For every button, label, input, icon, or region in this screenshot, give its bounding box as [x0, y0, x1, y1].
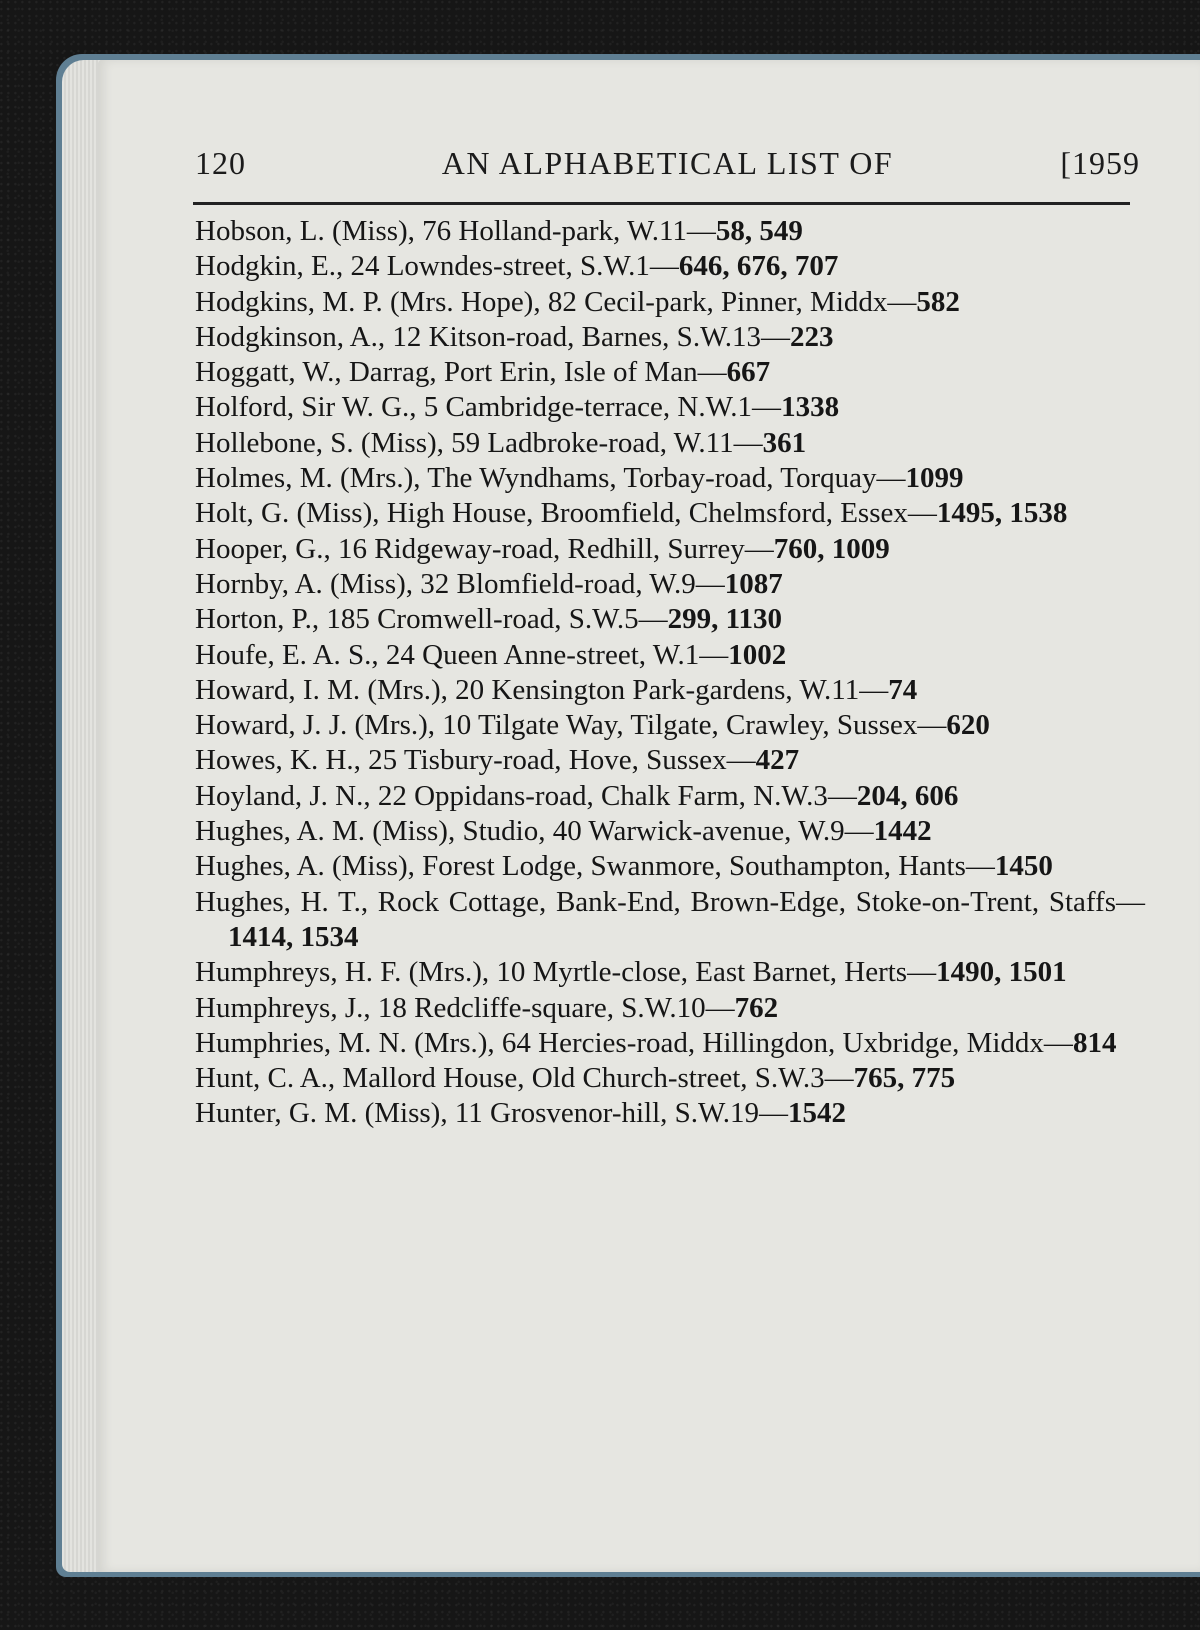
list-item [195, 496, 1145, 531]
year-label: [1959 [1060, 145, 1140, 181]
list-item [195, 320, 1145, 355]
list-item [195, 461, 1145, 496]
entry-text: Hooper, G., 16 Ridgeway-road, Redhill, Surrey— [195, 532, 774, 565]
list-item [195, 673, 1145, 708]
list-item [195, 602, 1145, 637]
list-item [195, 390, 1145, 425]
entry-text: Humphries, M. N. (Mrs.), 64 Hercies-road, Hillingdon, Uxbridge, Middx— [195, 1026, 1073, 1059]
entry-refs: 361 [762, 426, 807, 459]
entry-refs: 223 [790, 320, 834, 353]
list-item [195, 814, 1145, 849]
entry-refs: 427 [755, 744, 800, 777]
entry-refs: 760, 1009 [773, 532, 890, 565]
list-item [195, 1061, 1145, 1096]
entry-refs: 1099 [905, 462, 964, 495]
entry-refs: 1414, 1534 [228, 920, 359, 953]
list-item [195, 885, 1145, 956]
entry-list [195, 214, 1145, 1132]
entry-text: Horton, P., 185 Cromwell-road, S.W.5— [195, 603, 668, 636]
list-item [195, 249, 1145, 284]
page-number: 120 [195, 145, 246, 181]
entry-refs: 204, 606 [856, 779, 959, 812]
list-item [195, 779, 1145, 814]
entry-refs: 58, 549 [715, 215, 803, 247]
entry-text: Humphreys, H. F. (Mrs.), 10 Myrtle-close, East Barnet, Herts— [195, 956, 937, 989]
entry-text: Hornby, A. (Miss), 32 Blomfield-road, W.9— [195, 567, 725, 600]
list-item [195, 285, 1145, 320]
entry-refs: 1495, 1538 [936, 497, 1068, 530]
entry-text: Hughes, H. T., Rock Cottage, Bank-End, Brown-Edge, Stoke-on-Trent, Staffs— [195, 885, 1145, 918]
entry-text: Humphreys, J., 18 Redcliffe-square, S.W.10— [195, 991, 735, 1024]
list-item [195, 955, 1145, 990]
list-item [195, 708, 1145, 743]
list-item [195, 849, 1145, 884]
list-item [195, 1026, 1145, 1061]
entry-text: Hodgkin, E., 24 Lowndes-street, S.W.1— [195, 250, 679, 283]
entry-text: Hodgkins, M. P. (Mrs. Hope), 82 Cecil-park, Pinner, Middx— [195, 285, 917, 318]
entry-refs: 299, 1130 [667, 603, 782, 636]
list-item [195, 991, 1145, 1026]
entry-text: Howard, J. J. (Mrs.), 10 Tilgate Way, Tilgate, Crawley, Sussex— [195, 709, 947, 742]
entry-refs: 1490, 1501 [936, 956, 1067, 989]
entry-text: Howes, K. H., 25 Tisbury-road, Hove, Sussex— [195, 744, 756, 777]
entry-text: Hoyland, J. N., 22 Oppidans-road, Chalk Farm, N.W.3— [195, 779, 857, 812]
header-rule [193, 202, 1130, 205]
entry-text: Hunt, C. A., Mallord House, Old Church-street, S.W.3— [195, 1062, 854, 1095]
entry-refs: 1450 [994, 850, 1053, 883]
list-item [195, 355, 1145, 390]
entry-refs: 765, 775 [853, 1062, 956, 1095]
list-item [195, 214, 1145, 249]
entry-text: Hollebone, S. (Miss), 59 Ladbroke-road, W.11— [195, 426, 763, 459]
list-item [195, 532, 1145, 567]
entry-text: Holford, Sir W. G., 5 Cambridge-terrace, N.W.1— [195, 391, 782, 424]
entry-text: Hoggatt, W., Darrag, Port Erin, Isle of Man— [195, 356, 727, 389]
entry-refs: 1087 [724, 567, 783, 600]
entry-text: Howard, I. M. (Mrs.), 20 Kensington Park-gardens, W.11— [195, 673, 889, 706]
entry-text: Hodgkinson, A., 12 Kitson-road, Barnes, S.W.13— [195, 320, 791, 353]
entry-refs: 762 [734, 991, 779, 1024]
entry-refs: 1542 [788, 1097, 846, 1130]
entry-text: Hunter, G. M. (Miss), 11 Grosvenor-hill, S.W.19— [195, 1097, 788, 1130]
list-item [195, 426, 1145, 461]
entry-refs: 582 [916, 285, 960, 318]
entry-text: Holmes, M. (Mrs.), The Wyndhams, Torbay-road, Torquay— [195, 462, 906, 495]
entry-refs: 667 [726, 356, 771, 389]
list-item [195, 743, 1145, 778]
entry-text: Holt, G. (Miss), High House, Broomfield, Chelmsford, Essex— [195, 497, 937, 530]
entry-text: Hobson, L. (Miss), 76 Holland-park, W.11— [195, 215, 716, 247]
page-title: AN ALPHABETICAL LIST OF [441, 145, 894, 181]
list-item [195, 567, 1145, 602]
entry-refs: 74 [888, 673, 918, 706]
running-head [195, 145, 1140, 189]
entry-text: Hughes, A. (Miss), Forest Lodge, Swanmore, Southampton, Hants— [195, 850, 995, 883]
entry-refs: 1338 [781, 391, 840, 424]
entry-refs: 1002 [728, 638, 787, 671]
entry-refs: 814 [1072, 1026, 1117, 1059]
list-item [195, 638, 1145, 673]
entry-text: Houfe, E. A. S., 24 Queen Anne-street, W.1— [195, 638, 729, 671]
entry-refs: 620 [946, 709, 990, 742]
entry-text: Hughes, A. M. (Miss), Studio, 40 Warwick-avenue, W.9— [195, 815, 874, 848]
entry-refs: 646, 676, 707 [678, 250, 839, 283]
list-item [195, 1096, 1145, 1131]
entry-refs: 1442 [873, 815, 932, 848]
